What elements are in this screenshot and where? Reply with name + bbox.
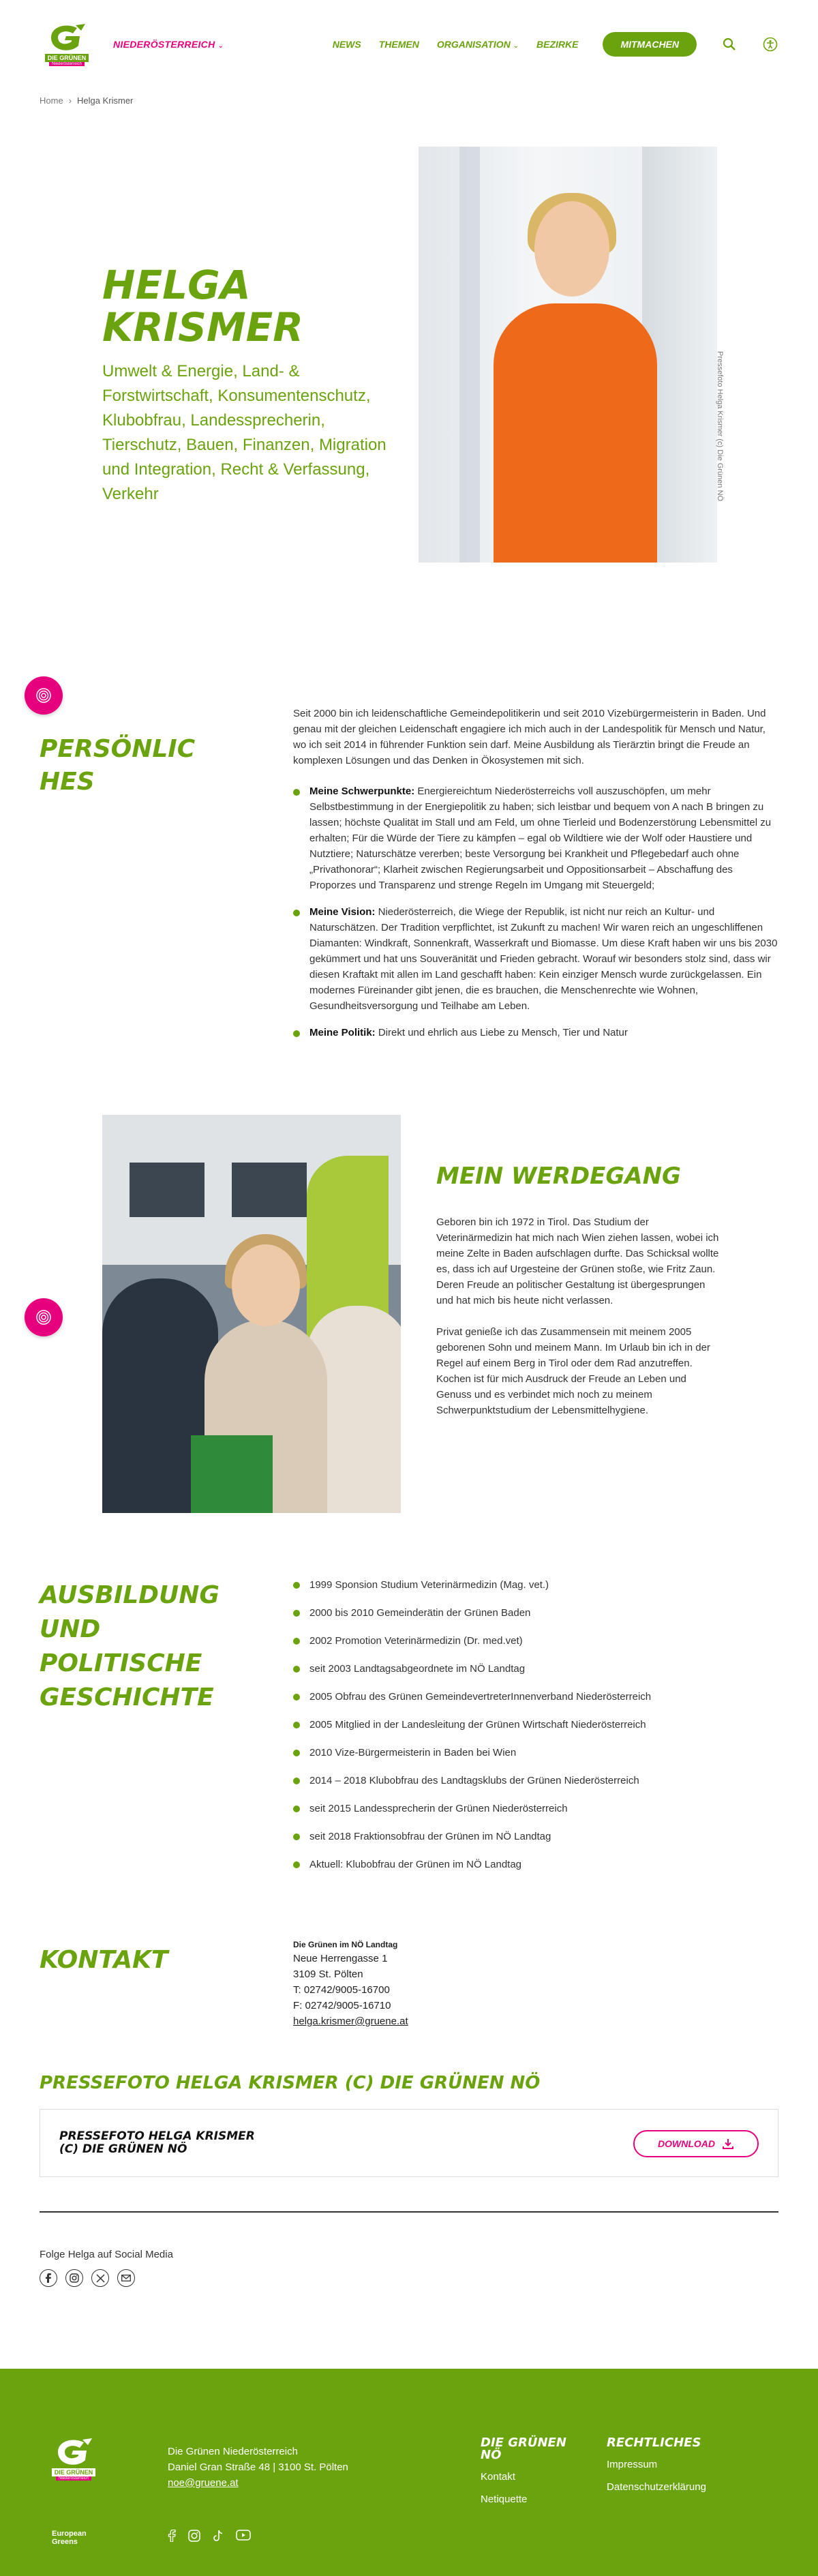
contact-street: Neue Herrengasse 1 [293,1953,388,1964]
card-title-line: (C) DIE GRÜNEN NÖ [59,2142,187,2156]
site-footer [0,2369,818,2576]
search-icon[interactable] [721,36,738,53]
list-item: seit 2003 Landtagsabgeordnete im NÖ Landtag [293,1662,651,1690]
personal-body [293,706,778,1051]
nav-themen[interactable]: THEMEN [378,39,419,50]
logo-g-icon [46,23,88,53]
contact-fax: F: 02742/9005-16710 [293,2000,391,2011]
career-section [0,1115,818,1578]
roles-text: Umwelt & Energie, Land- & Forstwirtschaft, Konsumentenschutz, Klubobfrau, Landessprecherin, Tierschutz, Bauen, Finanzen, Migration und Integration, Recht & Verfassung, Verkehr [102,362,387,503]
footer-column-title: RECHTLICHES [607,2436,701,2450]
heading-line: GESCHICHTE [40,1683,214,1711]
personal-section [0,706,818,1115]
contact-section [0,1938,818,2071]
portrait-photo [419,147,717,563]
breadcrumb-separator: › [68,95,72,106]
bullet-label: Meine Vision: [309,906,376,918]
career-text [436,1163,723,1434]
nav-news[interactable]: NEWS [332,39,361,50]
download-label: DOWNLOAD [658,2138,715,2149]
main-nav [333,32,778,57]
logo-text: DIE GRÜNEN [45,54,89,62]
list-item: 2014 – 2018 Klubobfrau des Landtagsklubs der Grünen Niederösterreich [293,1774,651,1802]
contact-phone: T: 02742/9005-16700 [293,1984,390,1996]
instagram-icon[interactable] [188,2530,200,2545]
footer-org: Die Grünen Niederösterreich [168,2446,298,2457]
list-item: 2010 Vize-Bürgermeisterin in Baden bei Wien [293,1746,651,1774]
logo-subtext: Niederösterreich [49,62,85,66]
mail-icon[interactable] [117,2269,135,2287]
social-label: Folge Helga auf Social Media [40,2249,173,2260]
site-header [0,0,818,89]
education-heading [40,1578,219,1715]
instagram-icon[interactable] [65,2269,83,2287]
logo-g-icon [52,2437,95,2467]
list-item: Aktuell: Klubobfrau der Grünen im NÖ Landtag [293,1858,651,1886]
download-button[interactable] [633,2130,759,2157]
personal-intro: Seit 2000 bin ich leidenschaftliche Gemeindepolitikerin und seit 2010 Vizebürgermeisterin in Baden. Und genau mit der gleichen Leidenschaft engagiere ich mich auch in der Landespolitik für Mensch und Natur, wo ich seit 2014 in führender Funktion sein darf. Meine Ausbildung als Tierärztin bringt die Freude an komplexen Lösungen und das Denken in Ökosystemen mit sich. [293,708,766,766]
footer-logo[interactable] [46,2437,101,2487]
footer-link-netiquette[interactable]: Netiquette [481,2493,528,2505]
facebook-icon[interactable] [168,2530,176,2545]
youtube-icon[interactable] [236,2530,251,2545]
list-item [293,904,778,1014]
card-title-line: PRESSEFOTO HELGA KRISMER [59,2129,255,2143]
breadcrumb-home[interactable]: Home [40,95,63,106]
site-logo[interactable] [40,19,94,70]
list-item: 2005 Mitglied in der Landesleitung der Grünen Wirtschaft Niederösterreich [293,1718,651,1746]
nav-organisation-label: ORGANISATION [436,39,511,50]
footer-column-rechtliches [607,2437,706,2504]
personal-heading: PERSÖNLICHES [40,735,196,796]
eg-line: Greens [52,2538,78,2546]
bullet-label: Meine Politik: [309,1027,376,1038]
footer-link-datenschutz[interactable]: Datenschutzerklärung [607,2481,706,2493]
footer-column-title: DIE GRÜNEN NÖ [481,2436,566,2462]
accessibility-icon[interactable] [762,36,778,53]
contact-heading: KONTAKT [40,1946,168,1974]
list-item: 1999 Sponsion Studium Veterinärmedizin (Mag. vet.) [293,1578,651,1606]
x-twitter-icon[interactable] [91,2269,109,2287]
european-greens-logo[interactable] [52,2530,87,2546]
list-item [293,783,778,893]
page-title [102,264,303,348]
career-paragraph: Privat genieße ich das Zusammensein mit meinem 2005 geborenen Sohn und meinem Mann. Im Urlaub bin ich in der Regel auf einem Berg in Tirol oder dem Rad anzutreffen. Kochen ist für mich Ausdruck der Freude an Leben und Genuss und es verbindet mich noch zu meinem Schwerpunktstudium der Lebensmittelhygiene. [436,1326,710,1416]
divider [40,2211,778,2213]
tiktok-icon[interactable] [213,2530,224,2545]
heading-line: AUSBILDUNG [40,1581,219,1609]
nav-organisation[interactable] [437,39,519,50]
photo-credit: Pressefoto Helga Krismer (c) Die Grünen NÖ [716,351,724,502]
chevron-down-icon: ⌄ [217,42,224,50]
list-item: 2000 bis 2010 Gemeinderätin der Grünen Baden [293,1606,651,1634]
nav-bezirke[interactable]: BEZIRKE [536,39,579,50]
footer-link-kontakt[interactable]: Kontakt [481,2471,515,2483]
contact-org: Die Grünen im NÖ Landtag [293,1940,398,1949]
social-icons [40,2269,135,2287]
pressphoto-heading: PRESSEFOTO HELGA KRISMER (C) DIE GRÜNEN NÖ [40,2073,541,2093]
pressphoto-section [0,2071,818,2249]
contact-details [293,1938,408,2029]
heading-line: UND [40,1615,101,1643]
contact-email-link[interactable]: helga.krismer@gruene.at [293,2016,408,2027]
footer-logo-text: DIE GRÜNEN [52,2468,96,2476]
mitmachen-button[interactable]: MITMACHEN [603,32,697,57]
contact-city: 3109 St. Pölten [293,1968,363,1980]
breadcrumb-current: Helga Krismer [77,95,134,106]
region-selector[interactable] [113,39,224,50]
footer-email-link[interactable]: noe@gruene.at [168,2477,239,2489]
list-item: seit 2015 Landessprecherin der Grünen Niederösterreich [293,1802,651,1830]
region-label: NIEDERÖSTERREICH [113,39,215,50]
education-list [293,1578,651,1886]
list-item: seit 2018 Fraktionsobfrau der Grünen im NÖ Landtag [293,1830,651,1858]
download-card-title [59,2130,255,2156]
footer-column-gruene [481,2437,583,2516]
download-card [40,2109,778,2177]
title-line-1: HELGA [102,262,251,308]
heading-line: POLITISCHE [40,1649,202,1677]
event-photo [102,1115,401,1513]
list-item: 2002 Promotion Veterinärmedizin (Dr. med.vet) [293,1634,651,1662]
title-line-2: KRISMER [102,304,303,350]
bullet-label: Meine Schwerpunkte: [309,785,415,797]
social-section [0,2249,818,2369]
breadcrumb [0,89,818,106]
hero-section [0,106,818,583]
bullet-text: Energiereichtum Niederösterreichs voll auszuschöpfen, um mehr Selbstbestimmung in der Energiepolitik zu haben; sich leistbar und bequem von A nach B bringen zu lassen; höchste Qualität im Stall und am Feld, um ohne Tierleid und Bodenzerstörung Lebensmittel zu erhalten; Für die Würde der Tiere zu kämpfen – egal ob Wildtiere wie der Wolf oder Haustiere und Nutztiere; Naturschätze vererben; beste Versorgung bei Krankheit und Pflegebedarf auch ohne „Privathonorar“; Klarheit zwischen Regierungsarbeit und Oppositionsarbeit – Abschaffung des Proporzes und Transparenz und strenge Regeln im Umgang mit Steuergeld; [309,785,772,891]
eg-line: European [52,2530,87,2538]
footer-link-impressum[interactable]: Impressum [607,2459,658,2470]
chevron-down-icon: ⌄ [513,42,519,50]
footer-address [168,2444,348,2491]
bullet-text: Niederösterreich, die Wiege der Republik, ist nicht nur reich an Kultur- und Naturschätzen. Der Tradition verpflichtet, ist Zukunft zu machen! Wir waren reich an ungeschliffenen Diamanten: Windkraft, Sonnenkraft, Wasserkraft und Biomasse. Um diese Kraft haben wir uns bis 2030 gekümmert und hat uns Souveränität und Frieden gebracht. Worauf wir besonders stolz sind, dass wir diesen Kraftakt mit allen im Land geschafft haben: Kein einziger Mensch wurde zurückgelassen. Ein modernes Füreinander gibt jenen, die es brauchen, die Menschenrechte wie Wohnen, Gesundheitsversorgung und Teilhabe am Leben. [309,906,778,1012]
download-icon [722,2138,734,2150]
personal-list [293,783,778,1040]
list-item: 2005 Obfrau des Grünen GemeindevertreterInnenverband Niederösterreich [293,1690,651,1718]
education-section [0,1578,818,1938]
footer-logo-subtext: Niederösterreich [56,2476,91,2481]
list-item [293,1025,778,1040]
footer-social-icons [168,2530,251,2545]
facebook-icon[interactable] [40,2269,57,2287]
career-heading: MEIN WERDEGANG [436,1163,681,1190]
career-paragraph: Geboren bin ich 1972 in Tirol. Das Studium der Veterinärmedizin hat mich nach Wien ziehen lassen, wobei ich meine Zelte in Baden aufschlagen durfte. Das Schicksal wollte es, dass ich auf Urgesteine der Grünen stoße, wie Fritz Zaun. Deren Freude an politischer Gestaltung ist übergesprungen und hat mich bis heute nicht verlassen. [436,1216,719,1306]
footer-street: Daniel Gran Straße 48 | 3100 St. Pölten [168,2461,348,2473]
bullet-text: Direkt und ehrlich aus Liebe zu Mensch, Tier und Natur [375,1027,628,1038]
